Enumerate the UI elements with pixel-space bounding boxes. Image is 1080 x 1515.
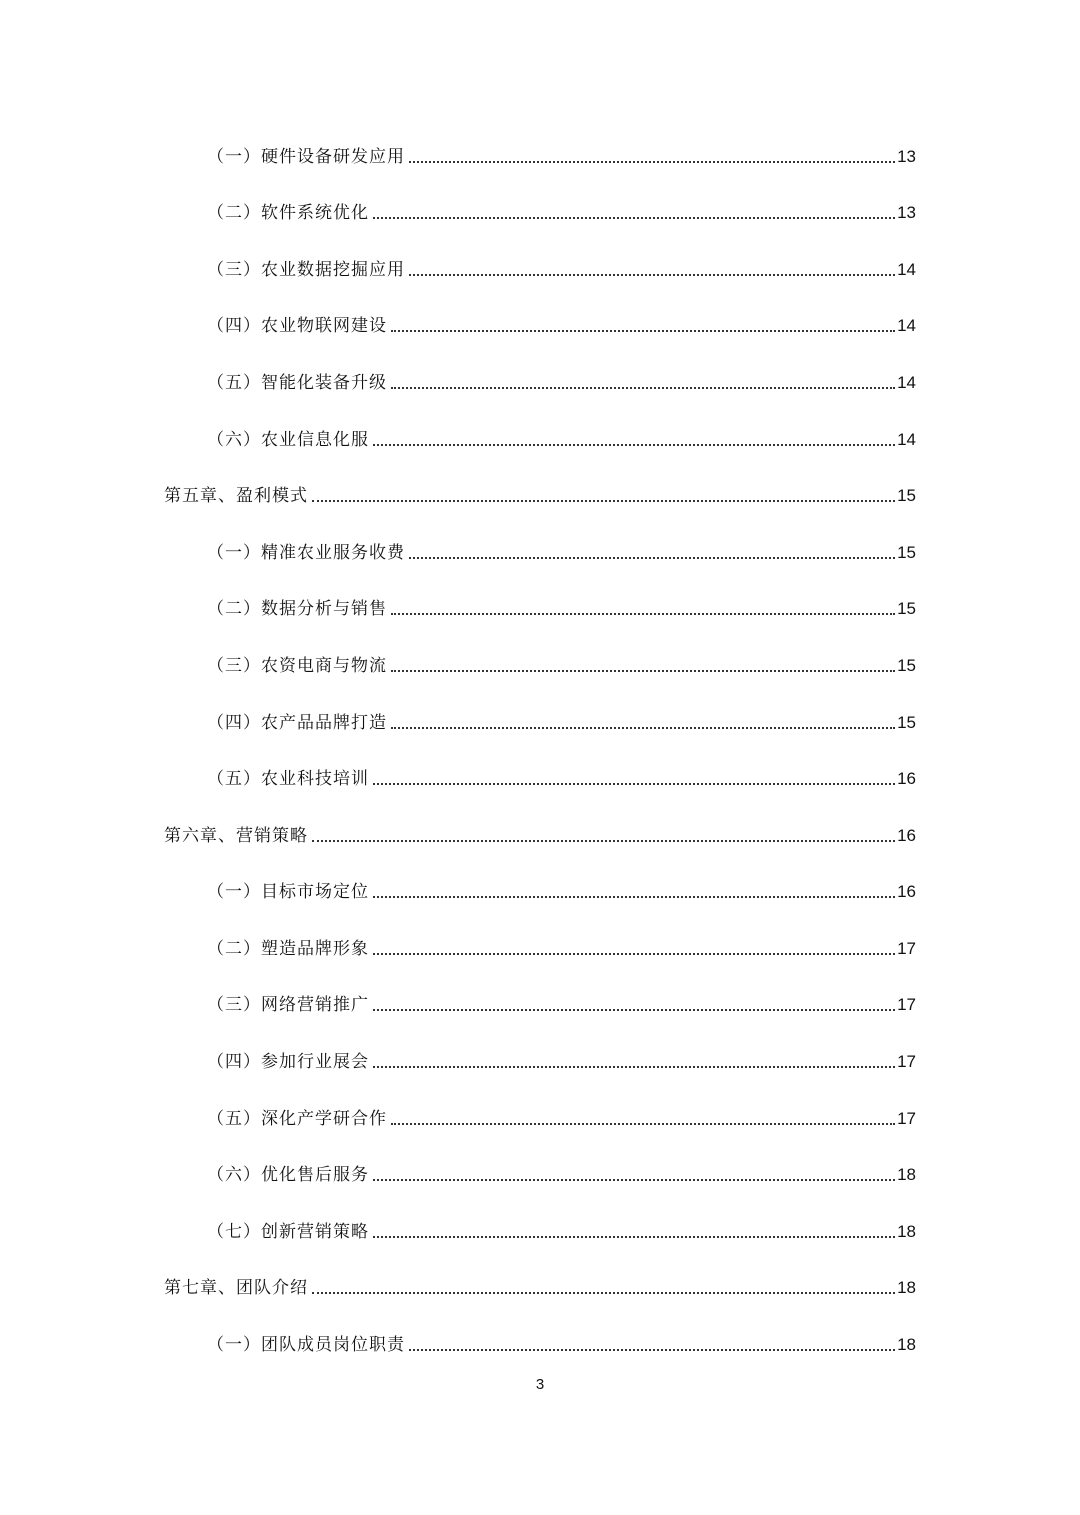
toc-dot-leader [373, 783, 895, 785]
toc-dot-leader [409, 1349, 895, 1351]
toc-entry[interactable] [207, 251, 916, 281]
toc-entry-title: （五）智能化装备升级 [207, 373, 387, 393]
toc-entry-title: （三）网络营销推广 [207, 995, 369, 1015]
toc-entry[interactable] [207, 704, 916, 734]
toc-dot-leader [391, 387, 895, 389]
toc-dot-leader [312, 1292, 895, 1294]
toc-entry-page: 17 [897, 1109, 916, 1128]
toc-entry-title: （三）农业数据挖掘应用 [207, 260, 405, 280]
toc-entry-title: 第六章、营销策略 [164, 826, 308, 846]
toc-dot-leader [373, 1009, 895, 1011]
toc-entry[interactable] [207, 930, 916, 960]
toc-entry-page: 14 [897, 373, 916, 392]
toc-entry[interactable] [207, 873, 916, 903]
toc-entry-title: （三）农资电商与物流 [207, 656, 387, 676]
toc-entry[interactable] [207, 647, 916, 677]
toc-entry[interactable] [207, 590, 916, 620]
toc-chapter-entry[interactable] [164, 477, 916, 507]
toc-dot-leader [391, 727, 895, 729]
toc-entry-page: 13 [897, 147, 916, 166]
toc-entry[interactable] [207, 364, 916, 394]
toc-entry-title: （二）塑造品牌形象 [207, 939, 369, 959]
toc-entry-page: 17 [897, 995, 916, 1014]
toc-entry-page: 16 [897, 769, 916, 788]
toc-entry-page: 18 [897, 1222, 916, 1241]
toc-entry-title: （六）优化售后服务 [207, 1165, 369, 1185]
toc-entry-title: （六）农业信息化服 [207, 430, 369, 450]
toc-entry[interactable] [207, 194, 916, 224]
toc-entry-title: （五）深化产学研合作 [207, 1109, 387, 1129]
toc-entry-page: 14 [897, 316, 916, 335]
toc-dot-leader [373, 217, 895, 219]
toc-entry[interactable] [207, 1156, 916, 1186]
toc-dot-leader [373, 953, 895, 955]
toc-entry-page: 15 [897, 543, 916, 562]
toc-entry-page: 17 [897, 1052, 916, 1071]
toc-entry-title: （一）硬件设备研发应用 [207, 147, 405, 167]
toc-entry-page: 14 [897, 260, 916, 279]
toc-dot-leader [312, 500, 895, 502]
toc-entry-title: （四）农业物联网建设 [207, 316, 387, 336]
toc-entry-title: （四）参加行业展会 [207, 1052, 369, 1072]
toc-entry-page: 17 [897, 939, 916, 958]
toc-entry-page: 15 [897, 713, 916, 732]
toc-entry-page: 14 [897, 430, 916, 449]
toc-entry-page: 18 [897, 1278, 916, 1297]
toc-entry-page: 15 [897, 599, 916, 618]
toc-entry[interactable] [207, 1213, 916, 1243]
toc-dot-leader [312, 840, 895, 842]
toc-entry-title: （一）精准农业服务收费 [207, 543, 405, 563]
toc-entry-title: （一）目标市场定位 [207, 882, 369, 902]
toc-dot-leader [391, 670, 895, 672]
toc-dot-leader [373, 444, 895, 446]
toc-entry-title: （二）数据分析与销售 [207, 599, 387, 619]
toc-dot-leader [373, 896, 895, 898]
toc-chapter-entry[interactable] [164, 817, 916, 847]
toc-entry-page: 16 [897, 882, 916, 901]
toc-entry-page: 16 [897, 826, 916, 845]
toc-dot-leader [373, 1179, 895, 1181]
toc-entry-page: 18 [897, 1335, 916, 1354]
toc-entry-title: （七）创新营销策略 [207, 1222, 369, 1242]
toc-dot-leader [391, 330, 895, 332]
toc-entry[interactable] [207, 1043, 916, 1073]
toc-entry[interactable] [207, 421, 916, 451]
toc-entry[interactable] [207, 760, 916, 790]
toc-entry[interactable] [207, 138, 916, 168]
toc-entry-page: 15 [897, 656, 916, 675]
toc-dot-leader [409, 557, 895, 559]
toc-entry-title: （二）软件系统优化 [207, 203, 369, 223]
toc-dot-leader [391, 1123, 895, 1125]
toc-entry-page: 18 [897, 1165, 916, 1184]
toc-chapter-entry[interactable] [164, 1269, 916, 1299]
toc-dot-leader [409, 274, 895, 276]
toc-entry[interactable] [207, 1100, 916, 1130]
toc-dot-leader [409, 161, 895, 163]
toc-dot-leader [373, 1236, 895, 1238]
toc-entry-title: 第七章、团队介绍 [164, 1278, 308, 1298]
toc-entry-title: （一）团队成员岗位职责 [207, 1335, 405, 1355]
toc-entry-page: 13 [897, 203, 916, 222]
page-number: 3 [535, 1376, 545, 1393]
toc-entry[interactable] [207, 1326, 916, 1356]
toc-entry[interactable] [207, 307, 916, 337]
toc-entry-title: （四）农产品品牌打造 [207, 713, 387, 733]
toc-entry-page: 15 [897, 486, 916, 505]
toc-entry[interactable] [207, 534, 916, 564]
toc-entry-title: 第五章、盈利模式 [164, 486, 308, 506]
toc-dot-leader [391, 613, 895, 615]
toc-dot-leader [373, 1066, 895, 1068]
toc-entry-title: （五）农业科技培训 [207, 769, 369, 789]
toc-entry[interactable] [207, 986, 916, 1016]
